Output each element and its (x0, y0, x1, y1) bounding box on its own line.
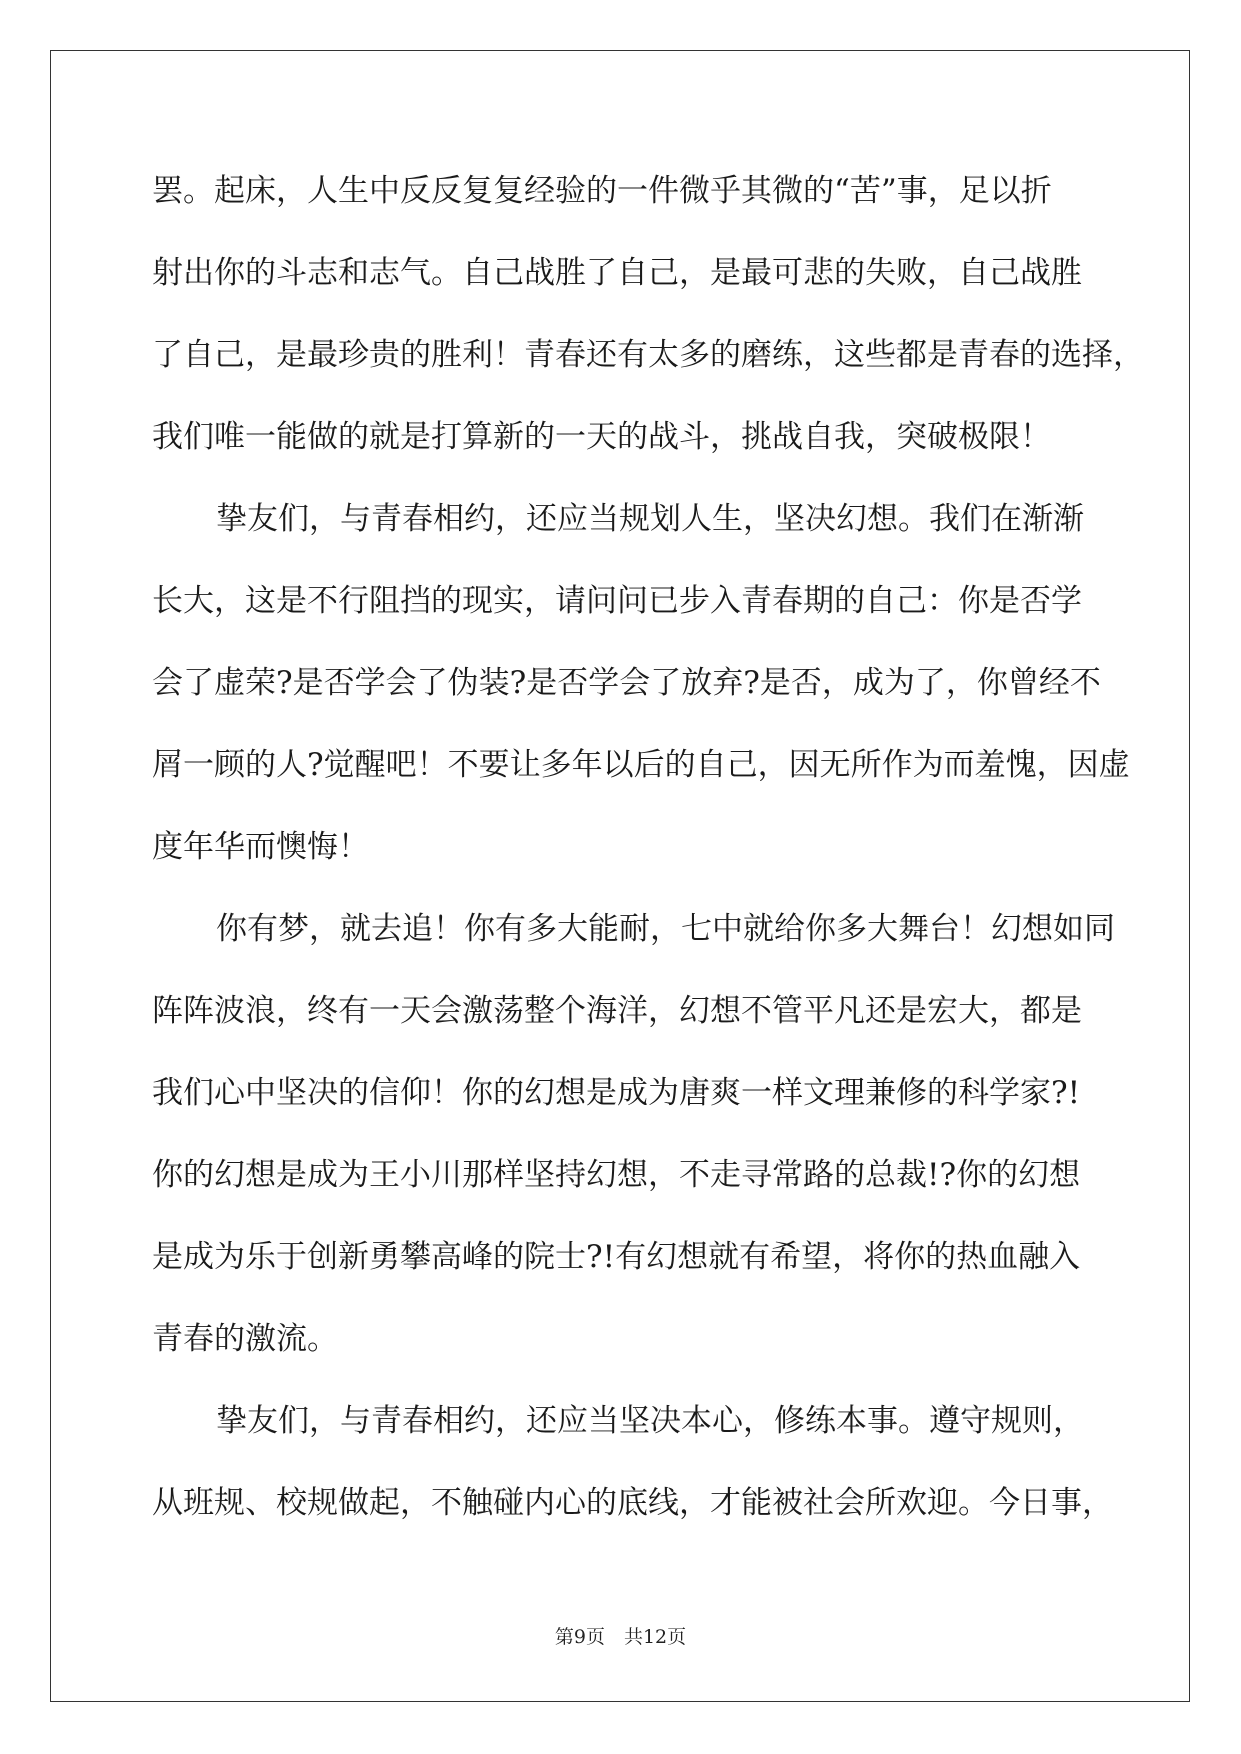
text-line: 长大，这是不行阻挡的现实，请问问已步入青春期的自己：你是否学 (152, 583, 1082, 619)
paragraph-1 (152, 160, 1144, 488)
paragraph-2 (152, 488, 1130, 898)
text-line: 会了虚荣?是否学会了伪装?是否学会了放弃?是否，成为了，你曾经不 (152, 665, 1101, 701)
text-line: 从班规、校规做起，不触碰内心的底线，才能被社会所欢迎。今日事， (152, 1485, 1113, 1521)
text-line: 度年华而懊悔！ (152, 829, 369, 865)
text-line: 我们心中坚决的信仰！你的幻想是成为唐爽一样文理兼修的科学家?! (152, 1075, 1081, 1111)
text-line: 你有梦，就去追！你有多大能耐，七中就给你多大舞台！幻想如同 (216, 911, 1115, 947)
text-line: 挚友们，与青春相约，还应当规划人生，坚决幻想。我们在渐渐 (216, 501, 1084, 537)
text-line: 挚友们，与青春相约，还应当坚决本心，修练本事。遵守规则， (216, 1403, 1084, 1439)
text-line: 屑一顾的人?觉醒吧！不要让多年以后的自己，因无所作为而羞愧，因虚 (152, 747, 1130, 783)
paragraph-4 (152, 1390, 1113, 1554)
paragraph-3 (152, 898, 1115, 1390)
text-line: 罢。起床，人生中反反复复经验的一件微乎其微的“苦”事，足以折 (152, 173, 1052, 209)
text-line: 我们唯一能做的就是打算新的一天的战斗，挑战自我，突破极限！ (152, 419, 1051, 455)
text-line: 阵阵波浪，终有一天会激荡整个海洋，幻想不管平凡还是宏大，都是 (152, 993, 1082, 1029)
page-number-footer: 第9页 共12页 (554, 1626, 687, 1648)
text-line: 射出你的斗志和志气。自己战胜了自己，是最可悲的失败，自己战胜 (152, 255, 1082, 291)
text-line: 是成为乐于创新勇攀高峰的院士?!有幻想就有希望，将你的热血融入 (152, 1239, 1081, 1275)
document-body (152, 160, 1144, 1554)
text-line: 青春的激流。 (152, 1321, 338, 1357)
text-line: 了自己，是最珍贵的胜利！青春还有太多的磨练，这些都是青春的选择， (152, 337, 1144, 373)
text-line: 你的幻想是成为王小川那样坚持幻想，不走寻常路的总裁!?你的幻想 (152, 1157, 1081, 1193)
